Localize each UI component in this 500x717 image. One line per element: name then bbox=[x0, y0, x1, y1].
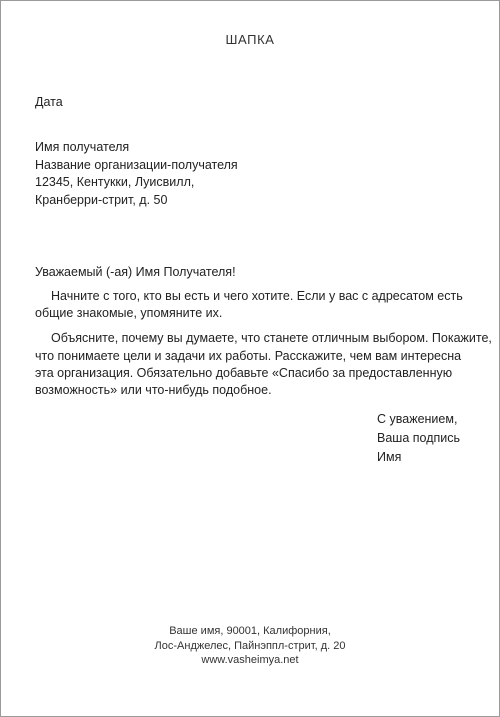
salutation: Уважаемый (-ая) Имя Получателя! bbox=[35, 265, 236, 279]
recipient-address-line1: 12345, Кентукки, Луисвилл, bbox=[35, 175, 195, 189]
recipient-name: Имя получателя bbox=[35, 140, 130, 154]
footer-address-line1: Ваше имя, 90001, Калифорния, bbox=[169, 625, 331, 637]
body-paragraph-1-line-1: Начните с того, кто вы есть и чего хотите. Если у вас с адресатом есть bbox=[51, 289, 463, 303]
recipient-organization: Название организации-получателя bbox=[35, 157, 238, 172]
closing-regards: С уважением, bbox=[377, 412, 458, 426]
letter-body bbox=[35, 288, 492, 407]
closing-block bbox=[377, 410, 460, 467]
footer-address-line2: Лос-Анджелес, Пайнэппл-стрит, д. 20 bbox=[154, 639, 346, 652]
body-paragraph-1 bbox=[35, 288, 475, 322]
closing-name: Имя bbox=[377, 450, 402, 464]
footer-website: www.vasheimya.net bbox=[201, 654, 299, 666]
closing-signature: Ваша подпись bbox=[377, 431, 460, 445]
body-paragraph-2-line-3: эта организация. Обязательно добавьте «Спасибо за предоставленную bbox=[35, 365, 453, 380]
letter-date: Дата bbox=[35, 95, 63, 109]
recipient-address-line2: Кранберри-стрит, д. 50 bbox=[35, 192, 168, 207]
body-paragraph-2 bbox=[35, 330, 492, 399]
body-paragraph-1-line-2: общие знакомые, упомяните их. bbox=[35, 306, 223, 321]
letter-header: ШАПКА bbox=[225, 32, 275, 47]
body-paragraph-2-line-1: Объясните, почему вы думаете, что станете отличным выбором. Покажите, bbox=[51, 331, 492, 346]
recipient-block bbox=[35, 139, 238, 209]
body-paragraph-2-line-4: возможность» или что-нибудь подобное. bbox=[35, 383, 272, 398]
letter-footer bbox=[1, 624, 499, 668]
body-paragraph-2-line-2: что понимаете цели и задачи их работы. Расскажите, чем вам интересна bbox=[35, 348, 462, 363]
